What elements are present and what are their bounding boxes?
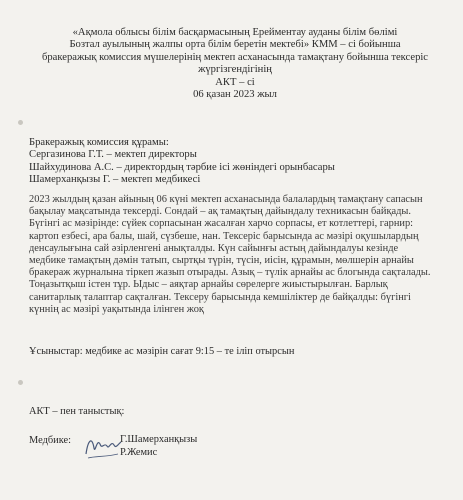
signer-name: Р.Жемис — [120, 447, 158, 458]
body-line: күннің ас мәзірі уақытында ілінген жоқ — [29, 303, 204, 315]
signature-label: Медбике: — [29, 435, 71, 446]
document-header — [40, 27, 430, 101]
body-line: денсаулығына сай әзірленгені анықталды. Күн сайынғы астың дайындалуы кезінде — [29, 242, 399, 254]
body-line: бракераж журналына тіркеп жазып отырады. Азық – түлік арнайы ас блогында сақталады. — [29, 267, 431, 279]
header-line: жүргізгендігінің — [198, 64, 272, 76]
commission-section — [29, 137, 449, 186]
act-title: АКТ – сі — [215, 76, 255, 88]
recommendation-text: Ұсыныстар: медбике ас мәзірін сағат 9:15 – те іліп отырсын — [29, 346, 295, 357]
commission-member: Сергазинова Г.Т. – мектеп директоры — [29, 149, 197, 161]
acknowledged-text: АКТ – пен таныстық: — [29, 406, 125, 417]
header-line: бракеражық комиссия мүшелерінің мектеп асханасында тамақтану бойынша тексеріс — [41, 51, 429, 63]
header-line: Бозтал ауылының жалпы орта білім беретін мектебі» КММ – сі бойынша — [69, 39, 401, 51]
signature-names — [120, 433, 197, 459]
body-line: медбике тамақтың дәмін татып, сыртқы түрін, түсін, иісін, құрамын, мөлшерін арнайы — [29, 255, 414, 267]
commission-heading: Бракеражық комиссия құрамы: — [29, 137, 169, 148]
body-line: санитарлық талаптар сақталған. Тексеру барысында кемшіліктер де байқалды: бүгінгі — [29, 291, 411, 303]
commission-member: Шайхудинова А.С. – директордың тәрбие ісі жөніндегі орынбасары — [29, 161, 335, 173]
body-line: Бүгінгі ас мәзірінде: сүйек сорпасынан жасалған харчо сорпасы, ет котлеттері, гарнир: — [29, 218, 414, 230]
punch-hole-mark — [18, 380, 23, 385]
body-line: картоп езбесі, арa балы, шай, сүзбеше, нан. Тексеріс барысында ас мәзірі оқушылардың — [29, 230, 419, 242]
body-line: 2023 жылдың қазан айының 06 күні мектеп асханасында балалардың тамақтану сапасын — [29, 194, 423, 205]
handwritten-signature — [82, 430, 124, 464]
header-line: «Ақмола облысы білім басқармасының Ерейментау ауданы білім бөлімі — [72, 27, 398, 38]
body-line: бақылау мақсатында тексерді. Сондай – ақ тамақтың дайындалу техникасын байқады. — [29, 206, 411, 218]
act-date: 06 қазан 2023 жыл — [193, 89, 277, 101]
body-line: Тоңазытқыш істен тұр. Ыдыс – аяқтар арнайы сөрелерге жиыстырылған. Барлық — [29, 279, 388, 291]
inspection-body — [29, 194, 449, 316]
punch-hole-mark — [18, 120, 23, 125]
commission-member: Шамерханқызы Г. – мектеп медбикесі — [29, 173, 201, 185]
signer-name: Г.Шамерханқызы — [120, 434, 198, 445]
